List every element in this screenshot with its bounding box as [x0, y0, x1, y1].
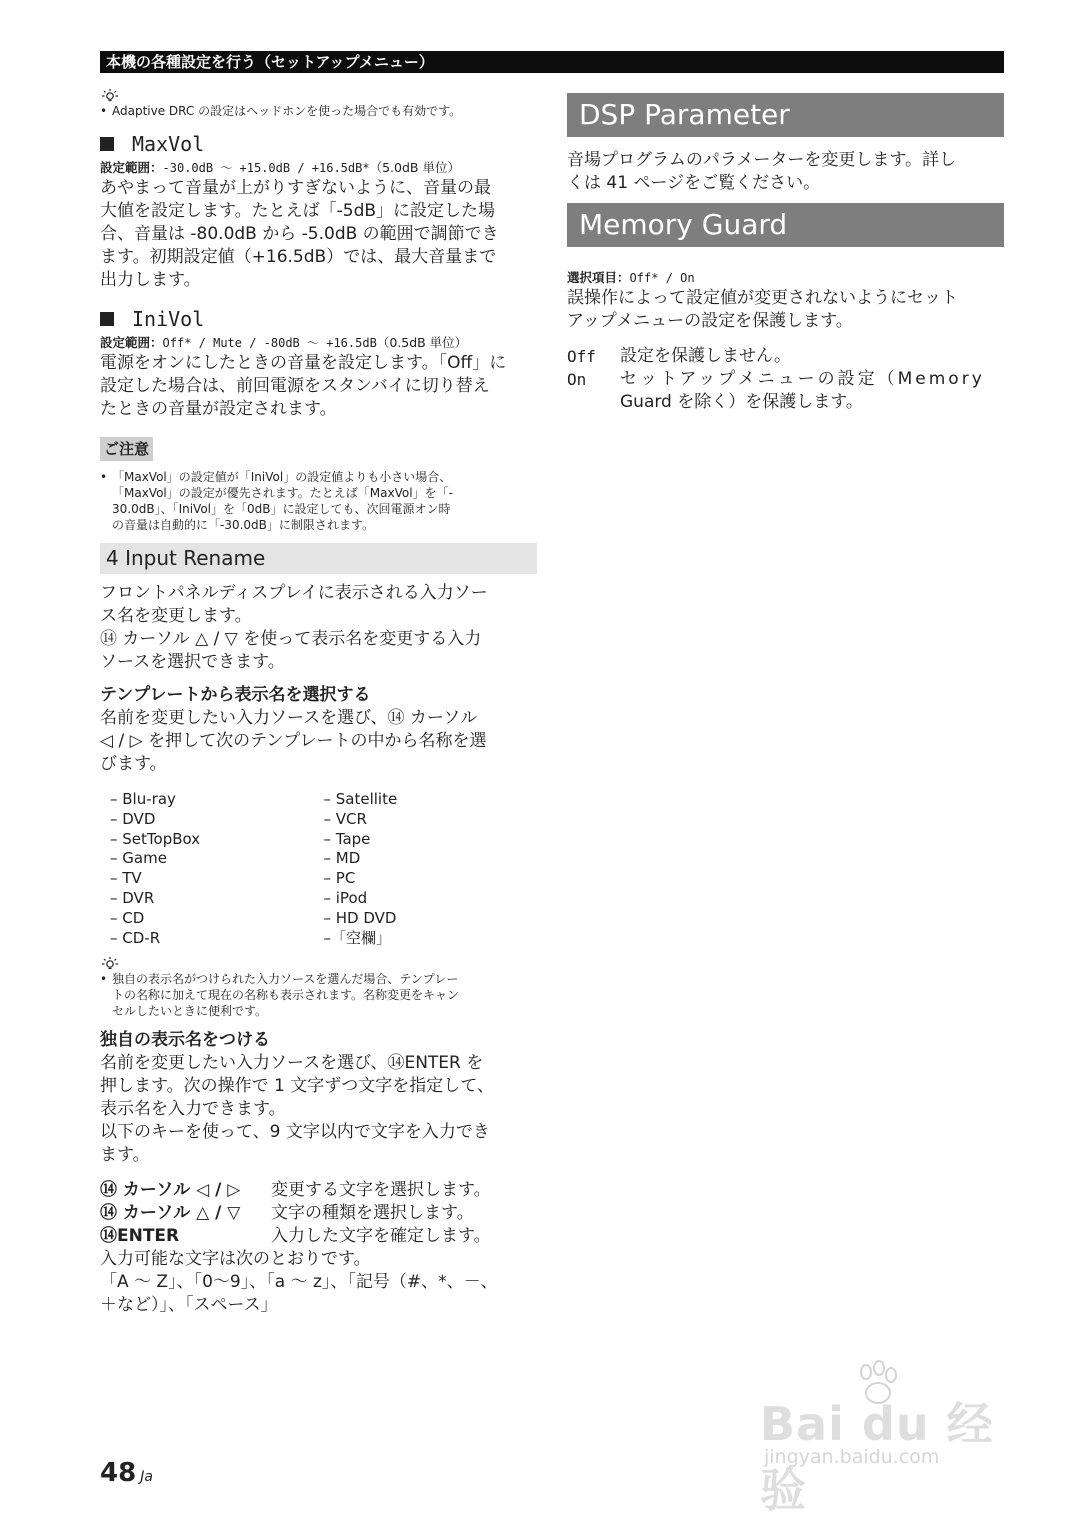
maxvol-range: 設定範囲：-30.0dB ～ +15.0dB / +16.5dB*（5.0dB 単位）	[100, 160, 460, 175]
section-header-bar	[100, 51, 1004, 73]
inivol-heading: IniVol	[100, 306, 537, 332]
memory-guard-description: 誤操作によって設定値が変更されないようにセット アップメニューの設定を保護します。	[567, 288, 958, 331]
dsp-parameter-description: 音場プログラムのパラメーターを変更します。詳し くは 41 ページをご覧ください。	[567, 150, 956, 193]
caution-note: • 「MaxVol」の設定値が「IniVol」の設定値よりも小さい場合、 「MaxVol」の設定が優先されます。たとえば「MaxVol」を「- 30.0dB」、「IniVol」を「0dB」に設定しても、次回電源オン時 の音量は自動的に「-30.0dB」に制限されます。	[100, 470, 453, 532]
page-number: 48 Ja	[100, 1458, 153, 1488]
template-heading: テンプレートから表示名を選択する	[100, 685, 371, 705]
list-item: – Tape	[323, 829, 371, 848]
input-rename-heading: 4 Input Rename	[100, 543, 537, 574]
list-item: –「空欄」	[323, 928, 392, 947]
baidu-watermark	[760, 1360, 1010, 1517]
tip-custom-name: • 独自の表示名がつけられた入力ソースを選んだ場合、テンプレー トの名称に加えて現在の名称も表示されます。名称変更をキャン セルしたいときに便利です。	[100, 972, 460, 1019]
list-item: – iPod	[323, 888, 368, 907]
tip-adaptive-drc: • Adaptive DRC の設定はヘッドホンを使った場合でも有効です。	[100, 104, 462, 118]
list-item: – SetTopBox	[110, 829, 201, 848]
template-list	[110, 790, 537, 948]
list-item: – CD-R	[110, 928, 161, 947]
list-item: – DVD	[110, 809, 156, 828]
list-item: – CD	[110, 908, 145, 927]
caution-label: ご注意	[100, 437, 153, 461]
maxvol-description: あやまって音量が上がりすぎないように、音量の最 大値を設定します。たとえば「-5dB」に設定した場 合、音量は -80.0dB から -5.0dB の範囲で調節でき ます。初期設定値（+16.5dB）では、最大音量まで 出力します。	[100, 178, 499, 290]
input-rename-intro: フロントパネルディスプレイに表示される入力ソー ス名を変更します。 ⑭ カーソル △ / ▽ を使って表示名を変更する入力 ソースを選択できます。	[100, 583, 488, 672]
watermark-url: jingyan.baidu.com	[764, 1446, 940, 1468]
key-row: ⑭ENTER 入力した文字を確定します。	[100, 1226, 491, 1247]
memory-guard-select: 選択項目：Off* / On	[567, 270, 695, 285]
dsp-parameter-heading: DSP Parameter	[567, 93, 1004, 137]
inivol-range: 設定範囲：Off* / Mute / -80dB ～ +16.5dB（0.5dB 単位）	[100, 335, 468, 350]
template-description: 名前を変更したい入力ソースを選び、⑭ カーソル ◁ / ▷ を押して次のテンプレートの中から名称を選 びます。	[100, 708, 487, 774]
lightbulb-tip-icon	[100, 956, 120, 970]
square-bullet-icon	[100, 137, 114, 151]
option-off: Off 設定を保護しません。	[567, 346, 792, 366]
template-list-right	[324, 790, 538, 948]
list-item: – Satellite	[323, 790, 398, 808]
option-on: On セットアップメニューの設定（Memory Guard を除く）を保護します。	[567, 369, 985, 412]
key-row: ⑭ カーソル ◁ / ▷ 変更する文字を選択します。	[100, 1180, 491, 1201]
list-item: – Blu-ray	[110, 790, 176, 808]
list-item: – PC	[323, 869, 356, 888]
template-list-left	[110, 790, 324, 948]
list-item: – MD	[323, 849, 361, 868]
list-item: – VCR	[323, 809, 367, 828]
right-column	[567, 93, 1004, 414]
custom-name-heading: 独自の表示名をつける	[100, 1030, 270, 1051]
lightbulb-tip-icon	[100, 88, 120, 102]
section-title: 本機の各種設定を行う（セットアップメニュー）	[106, 53, 434, 71]
custom-name-description: 名前を変更したい入力ソースを選び、⑭ENTER を 押します。次の操作で 1 文字ずつ文字を指定して、 表示名を入力できます。 以下のキーを使って、9 文字以内で文字を入力でき ます。	[100, 1053, 494, 1166]
left-column	[100, 88, 537, 1317]
key-table	[100, 1179, 537, 1248]
list-item: – DVR	[110, 888, 155, 907]
key-row: ⑭ カーソル △ / ▽ 文字の種類を選択します。	[100, 1203, 474, 1224]
available-characters: 入力可能な文字は次のとおりです。 「A ～ Z」、「0～9」、「a ～ z」、「記号（#、*、－、 ＋など）」、「スペース」	[100, 1249, 498, 1316]
watermark-logo-text: Bai du 经验	[760, 1397, 994, 1517]
list-item: – HD DVD	[323, 908, 397, 927]
maxvol-heading: MaxVol	[100, 131, 537, 157]
list-item: – TV	[110, 869, 142, 888]
inivol-description: 電源をオンにしたときの音量を設定します。「Off」に 設定した場合は、前回電源をスタンバイに切り替え たときの音量が設定されます。	[100, 353, 507, 419]
square-bullet-icon	[100, 312, 114, 326]
list-item: – Game	[110, 849, 167, 868]
memory-guard-heading: Memory Guard	[567, 203, 1004, 247]
memory-guard-options	[567, 345, 1004, 414]
